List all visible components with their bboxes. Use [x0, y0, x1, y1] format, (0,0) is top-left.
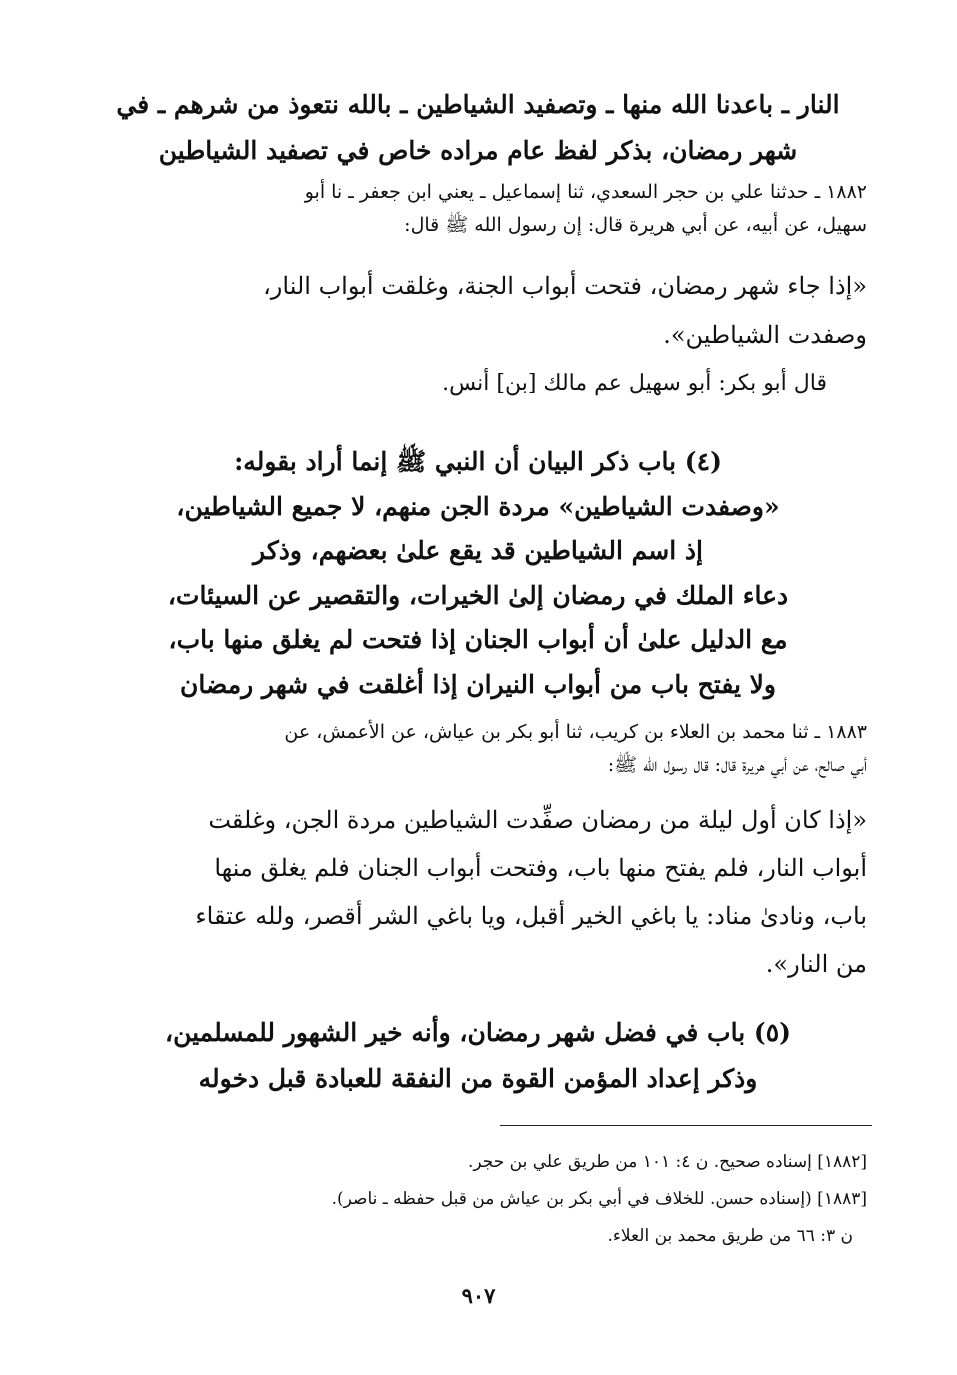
hadith-1883-isnad	[89, 716, 867, 782]
heading-line: إذ اسم الشياطين قد يقع علىٰ بعضهم، وذكر	[253, 536, 703, 565]
isnad-line: ١٨٨٣ ـ ثنا محمد بن العلاء بن كريب، ثنا أبو بكر بن عياش، عن الأعمش، عن	[284, 721, 867, 743]
heading-line: النار ـ باعدنا الله منها ـ وتصفيد الشياطين ـ بالله نتعوذ من شرهم ـ في	[116, 90, 840, 119]
matn-line: أبواب النار، فلم يفتح منها باب، وفتحت أبواب الجنان فلم يغلق منها	[214, 854, 867, 882]
heading-line: (٤) باب ذكر البيان أن النبي ﷺ إنما أراد بقوله:	[234, 447, 722, 476]
chapter-4-heading	[89, 440, 867, 707]
author-note	[89, 364, 827, 404]
page-number: ٩٠٧	[461, 1283, 496, 1308]
chapter-heading-continuation	[89, 82, 867, 174]
matn-line: وصفدت الشياطين».	[663, 321, 867, 349]
matn-line: «إذا جاء شهر رمضان، فتحت أبواب الجنة، وغلقت أبواب النار،	[263, 272, 867, 300]
isnad-line: ١٨٨٢ ـ حدثنا علي بن حجر السعدي، ثنا إسماعيل ـ يعني ابن جعفر ـ نا أبو	[304, 181, 867, 203]
heading-line: وذكر إعداد المؤمن القوة من النفقة للعبادة قبل دخوله	[198, 1064, 758, 1093]
heading-line: دعاء الملك في رمضان إلىٰ الخيرات، والتقصير عن السيئات،	[167, 580, 789, 610]
footnote-1883-continuation: ن ٣: ٦٦ من طريق محمد بن العلاء.	[607, 1226, 853, 1246]
heading-line: «وصفدت الشياطين» مردة الجن منهم، لا جميع الشياطين،	[176, 491, 780, 521]
heading-line: ولا يفتح باب من أبواب النيران إذا أغلقت في شهر رمضان	[180, 669, 776, 699]
footnotes	[89, 1144, 867, 1255]
isnad-line: سهيل، عن أبيه، عن أبي هريرة قال: إن رسول الله ﷺ قال:	[404, 214, 867, 236]
note-line: قال أبو بكر: أبو سهيل عم مالك [بن] أنس.	[442, 371, 827, 396]
heading-line: (٥) باب في فضل شهر رمضان، وأنه خير الشهور للمسلمين،	[165, 1018, 791, 1047]
hadith-1883-matn	[89, 796, 867, 988]
hadith-1882-matn	[89, 262, 867, 360]
hadith-1882-isnad	[89, 176, 867, 242]
heading-line: شهر رمضان، بذكر لفظ عام مراده خاص في تصفيد الشياطين	[158, 136, 798, 165]
footnote-1883: [١٨٨٣] (إسناده حسن. للخلاف في أبي بكر بن عياش من قبل حفظه ـ ناصر).	[331, 1189, 867, 1209]
chapter-5-heading	[89, 1010, 867, 1102]
footnote-separator	[500, 1125, 872, 1126]
isnad-line: أبي صالح، عن أبي هريرة قال: قال رسول الله ﷺ:	[607, 754, 867, 776]
footnote-1882: [١٨٨٢] إسناده صحيح. ن ٤: ١٠١ من طريق علي بن حجر.	[467, 1152, 867, 1172]
matn-line: من النار».	[765, 950, 867, 978]
heading-line: مع الدليل علىٰ أن أبواب الجنان إذا فتحت لم يغلق منها باب،	[168, 625, 788, 654]
matn-line: باب، ونادىٰ مناد: يا باغي الخير أقبل، ويا باغي الشر أقصر، ولله عتقاء	[195, 902, 867, 930]
matn-line: «إذا كان أول ليلة من رمضان صفِّدت الشياطين مردة الجن، وغلقت	[208, 806, 867, 834]
